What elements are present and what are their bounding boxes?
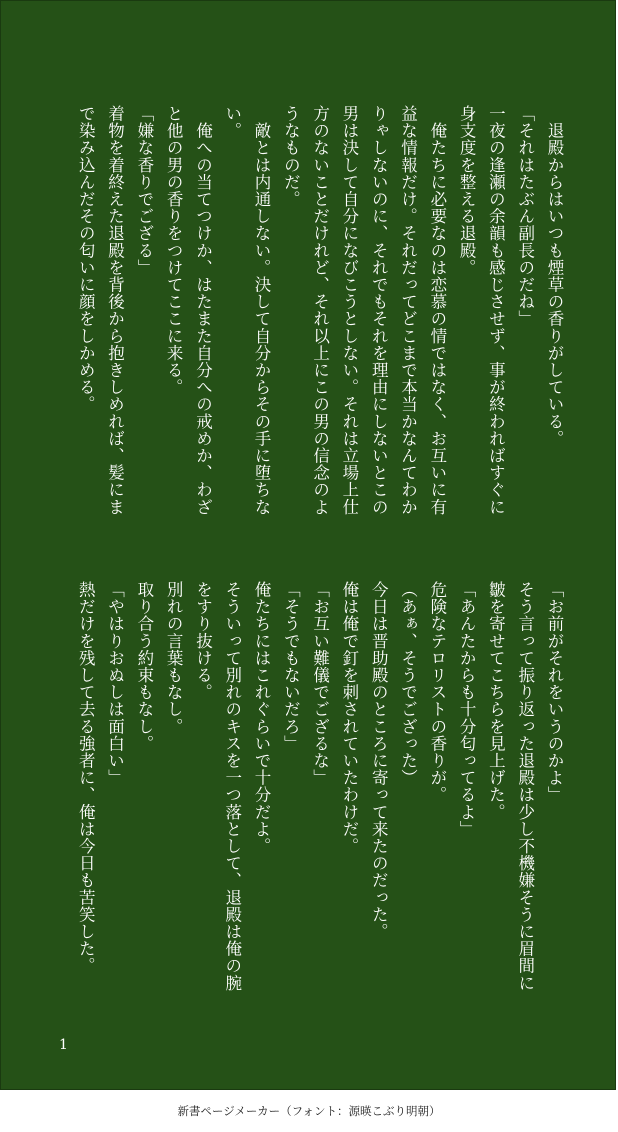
- upper-text-block: [49, 105, 569, 585]
- text-line: 方のないことだけれど、それ以上にこの男の信念のよ: [310, 105, 330, 516]
- lower-text-block: [49, 581, 569, 1061]
- text-line: 男は決して自分になびこうとしない。それは立場上仕: [339, 105, 359, 516]
- text-line: 益な情報だけ。それだってどこまで本当かなんてわか: [398, 105, 418, 516]
- text-line: をすり抜ける。: [193, 581, 213, 701]
- text-line: と他の男の香りをつけてここに来る。: [164, 105, 184, 396]
- text-line: 今日は晋助殿のところに寄って来たのだった。: [369, 581, 389, 941]
- text-line: 「お互い難儀でござるな」: [310, 581, 330, 787]
- footer-credit: 新書ページメーカー（フォント：源暎こぶり明朝）: [177, 1104, 441, 1118]
- text-line: 「やはりおぬしは面白い」: [105, 581, 125, 787]
- text-line: 俺への当てつけか、はたまた自分への戒めか、わざ: [193, 105, 213, 516]
- text-line: 取り合う約束もなし。: [134, 581, 154, 752]
- text-line: 敵とは内通しない。決して自分からその手に堕ちな: [252, 105, 272, 516]
- text-line: 「嫌な香りでござる」: [134, 105, 154, 276]
- text-line: 熱だけを残して去る強者に、俺は今日も苦笑した。: [76, 581, 96, 975]
- text-line: そういって別れのキスを一つ落として、退殿は俺の腕: [222, 581, 242, 992]
- text-line: 皺を寄せてこちらを見上げた。: [486, 581, 506, 821]
- text-line: そう言って振り返った退殿は少し不機嫌そうに眉間に: [515, 581, 535, 992]
- text-line: 危険なテロリストの香りが。: [427, 581, 447, 804]
- text-line: 俺たちに必要なのは恋慕の情ではなく、お互いに有: [427, 105, 447, 516]
- text-line: 「そうでもないだろ」: [281, 581, 301, 752]
- text-line: 身支度を整える退殿。: [457, 105, 477, 276]
- text-line: 一夜の逢瀬の余韻も感じさせず、事が終わればすぐに: [486, 105, 506, 516]
- text-line: うなものだ。: [281, 105, 301, 208]
- text-line: 着物を着終えた退殿を背後から抱きしめれば、髪にま: [105, 105, 125, 516]
- text-line: 俺は俺で釘を刺されていたわけだ。: [339, 581, 359, 855]
- text-line: 俺たちにはこれぐらいで十分だよ。: [252, 581, 272, 855]
- text-line: 退殿からはいつも煙草の香りがしている。: [545, 105, 564, 447]
- text-line: 「あんたからも十分匂ってるよ」: [457, 581, 477, 838]
- page-number: 1: [59, 1037, 68, 1053]
- text-line: 別れの言葉もなし。: [164, 581, 184, 735]
- text-line: 「お前がそれをいうのかよ」: [545, 581, 564, 804]
- text-line: （あぁ、そうでござった）: [398, 581, 418, 787]
- text-line: い。: [222, 105, 242, 140]
- text-line: りゃしないのに、それでもそれを理由にしないとこの: [369, 105, 389, 516]
- text-line: で染み込んだその匂いに顔をしかめる。: [76, 105, 96, 413]
- text-line: 「それはたぶん副長のだね」: [515, 105, 535, 328]
